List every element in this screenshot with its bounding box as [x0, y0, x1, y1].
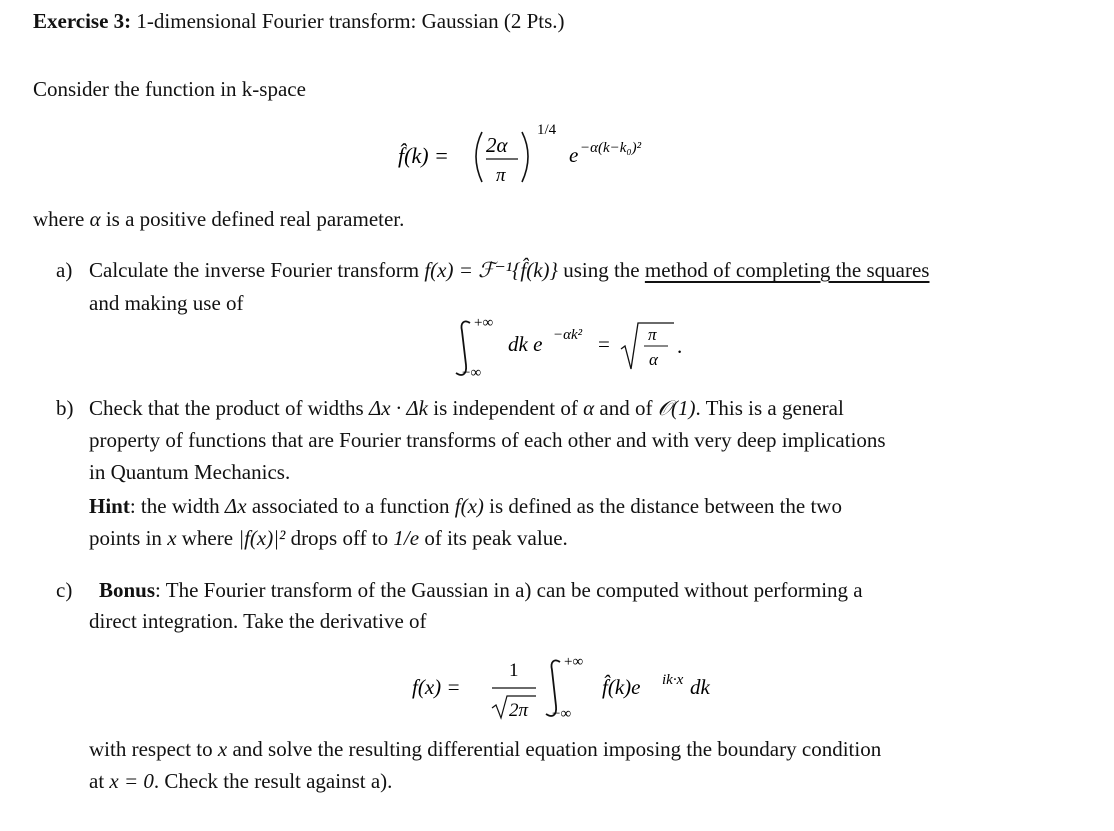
part-c-line1-post: : The Fourier transform of the Gaussian in a) can be computed without performing a — [155, 578, 863, 602]
completing-squares-link[interactable]: method of completing the squares — [644, 258, 930, 282]
part-b-line1-pre: Check that the product of widths — [89, 396, 369, 420]
part-b-line1-post: . This is a general — [695, 396, 844, 420]
eq-a-exponent: −αk² — [553, 327, 583, 343]
hint-label: Hint — [89, 494, 130, 518]
where-post: is a positive defined real parameter. — [100, 207, 405, 231]
line5-pre: points in — [89, 526, 168, 550]
part-b-order: 𝒪(1) — [657, 396, 696, 420]
part-b-alpha: α — [583, 396, 595, 420]
part-a-line1-mid: using the — [557, 258, 645, 282]
part-a-label: a) — [56, 258, 73, 282]
part-a-inverse-ft: f(x) = ℱ⁻¹{f̂(k)} — [424, 258, 558, 282]
eq1-left-paren — [476, 132, 482, 182]
eq-c-dk: dk — [690, 675, 710, 699]
eq-a-frac-num: π — [648, 325, 657, 344]
hint-dx: Δx — [224, 494, 247, 518]
hint-pre: : the width — [129, 494, 225, 518]
eq-c-integrand: f̂(k)e — [602, 675, 641, 699]
eq-a-period: . — [677, 334, 683, 358]
equation-fhat — [398, 120, 688, 192]
part-c-line-3 — [89, 739, 881, 760]
exercise-text: 1-dimensional Fourier transform: Gaussian (2 Pts.) — [136, 9, 565, 33]
part-b-line-2: property of functions that are Fourier transforms of each other and with very deep implications — [89, 428, 886, 452]
eq1-power: 1/4 — [537, 122, 557, 138]
part-b-line-5 — [89, 528, 568, 549]
eq-a-equals: = — [598, 332, 610, 356]
line5-x: x — [167, 526, 177, 550]
part-c-line-4 — [89, 771, 392, 792]
eq-a-lower: −∞ — [462, 365, 482, 381]
part-c-label: c) — [56, 578, 73, 602]
eq-c-den: 2π — [509, 700, 529, 721]
eq-c-upper: +∞ — [564, 654, 584, 670]
part-a-line-2: and making use of — [89, 291, 244, 315]
where-alpha: α — [89, 207, 101, 231]
part-c-line-2: direct integration. Take the derivative of — [89, 609, 427, 633]
eq-c-num: 1 — [509, 660, 519, 681]
eq1-lhs: f̂(k) = — [398, 143, 449, 168]
eq-a-frac-den: α — [649, 350, 658, 369]
exercise-label: Exercise 3: — [33, 9, 132, 33]
eq-c-exponent: ik·x — [662, 672, 684, 688]
part-c-boundary: x = 0 — [109, 769, 154, 793]
part-b-width-product: Δx · Δk — [368, 396, 428, 420]
part-c-line4-pre: at — [89, 769, 110, 793]
equation-gaussian-integral — [450, 313, 690, 383]
part-b-line-1 — [89, 398, 844, 419]
hint-fx: f(x) — [454, 494, 484, 518]
line5-abs: |f(x)|² — [238, 526, 286, 550]
part-c-line-1 — [99, 580, 863, 601]
where-line — [33, 209, 404, 230]
part-b-label: b) — [56, 396, 74, 420]
eq-c-lhs: f(x) = — [412, 675, 461, 699]
eq-a-integrand: dk e — [508, 332, 543, 356]
hint-post: is defined as the distance between the two — [483, 494, 842, 518]
part-c-line3-pre: with respect to — [89, 737, 218, 761]
line5-mid2: drops off to — [285, 526, 394, 550]
equation-fhat-svg — [398, 120, 688, 192]
equation-fourier-svg — [412, 650, 732, 726]
equation-fourier — [412, 650, 732, 726]
part-b-line1-mid: is independent of — [428, 396, 584, 420]
part-a-line1-pre: Calculate the inverse Fourier transform — [89, 258, 425, 282]
eq1-num: 2α — [486, 133, 508, 157]
part-c-line3-x: x — [217, 737, 228, 761]
eq-c-lower: −∞ — [552, 706, 572, 722]
line5-frac: 1/e — [393, 526, 420, 550]
exercise-title — [33, 11, 565, 32]
part-b-line1-mid2: and of — [594, 396, 658, 420]
part-c-line4-post: . Check the result against a). — [153, 769, 393, 793]
line5-mid: where — [176, 526, 239, 550]
eq1-exp-base: e — [569, 143, 579, 167]
part-b-hint-line — [89, 496, 842, 517]
eq1-exp-power: −α(k−k₀)² — [580, 140, 642, 156]
eq1-den: π — [496, 165, 506, 186]
equation-gaussian-svg — [450, 313, 690, 383]
eq1-right-paren — [522, 132, 528, 182]
part-a-line-1 — [89, 260, 929, 281]
line5-post: of its peak value. — [419, 526, 568, 550]
part-b-line-3: in Quantum Mechanics. — [89, 460, 291, 484]
hint-mid: associated to a function — [246, 494, 455, 518]
bonus-label: Bonus — [99, 578, 156, 602]
intro-text: Consider the function in k-space — [33, 77, 306, 101]
eq-a-upper: +∞ — [474, 315, 494, 331]
where-pre: where — [33, 207, 90, 231]
part-c-line3-post: and solve the resulting differential equation imposing the boundary condition — [227, 737, 882, 761]
